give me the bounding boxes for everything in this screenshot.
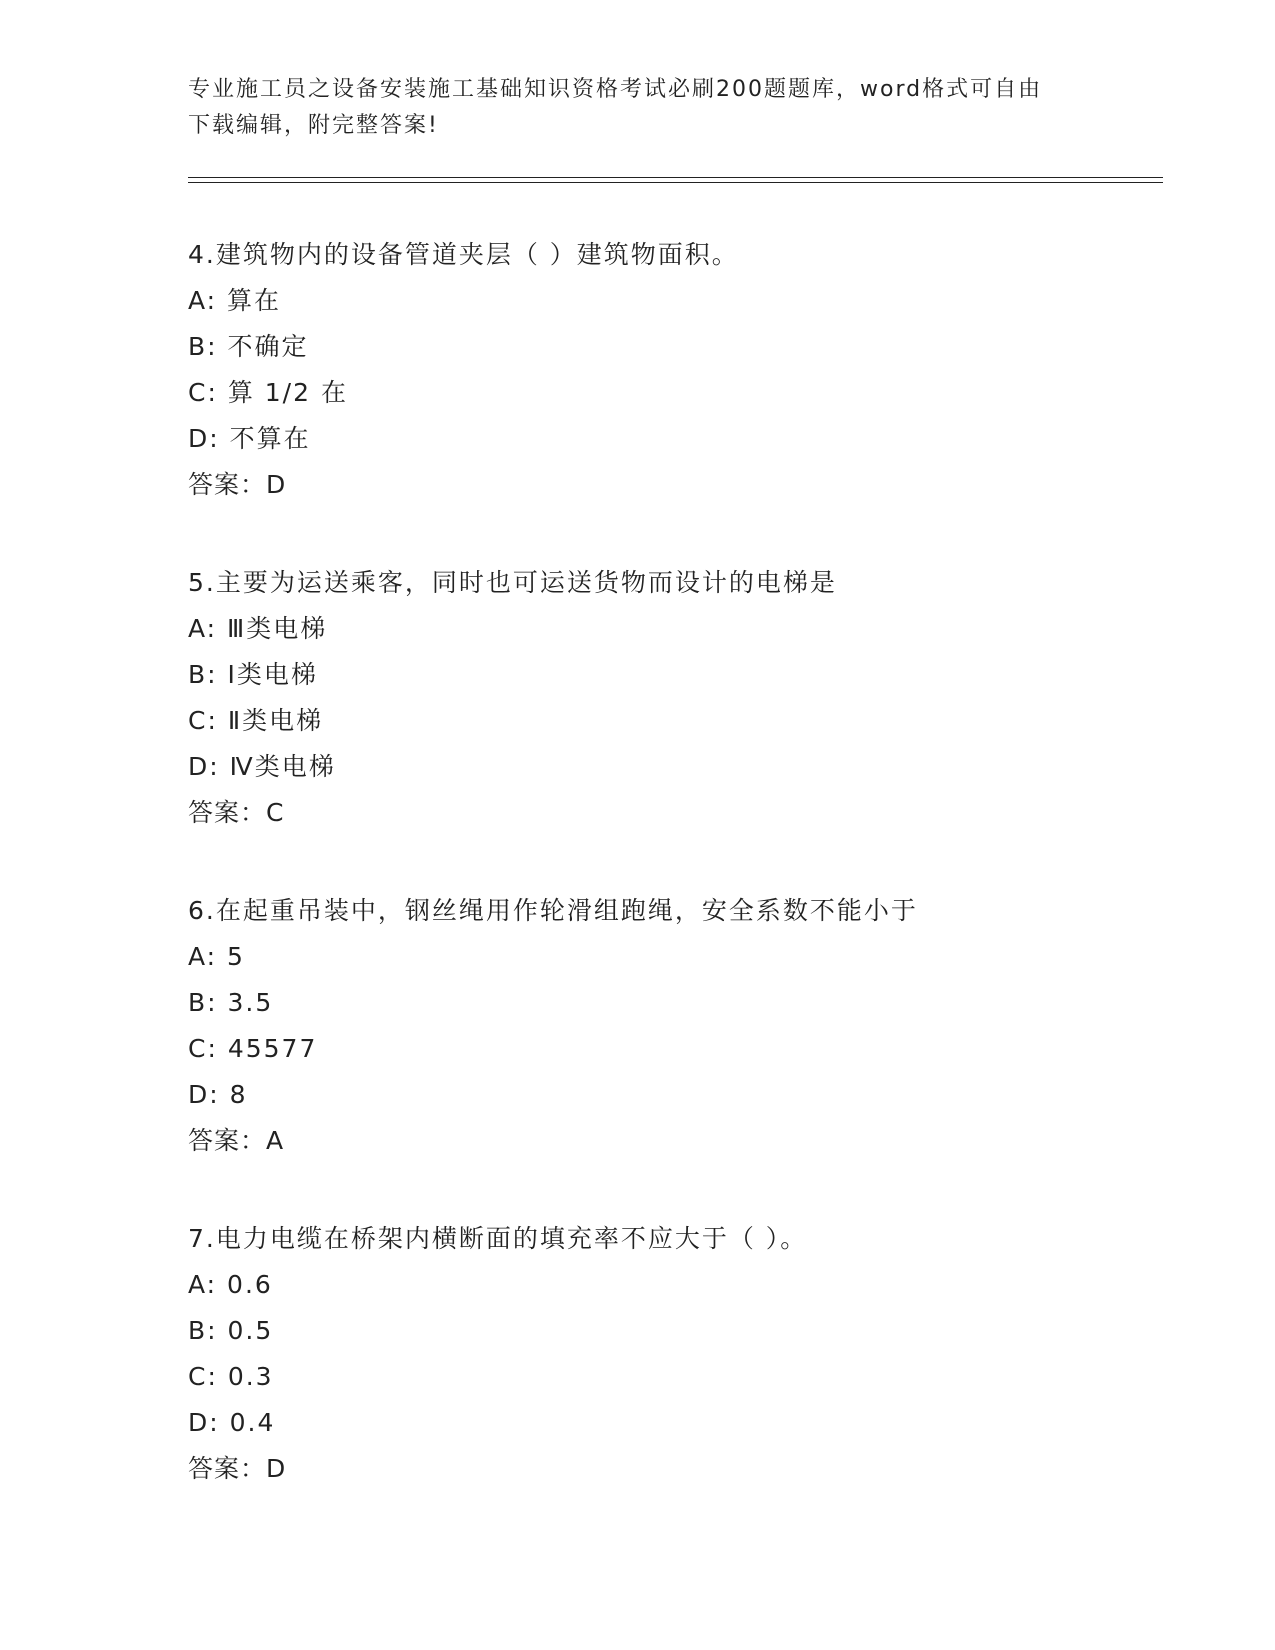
option-a: A: 0.6: [188, 1270, 273, 1299]
option-b: B: 不确定: [188, 332, 309, 361]
header-line-1: 专业施工员之设备安装施工基础知识资格考试必刷200题题库，word格式可自由: [188, 77, 1043, 102]
option-c: C: 算 1/2 在: [188, 378, 348, 407]
option-c: C: 45577: [188, 1034, 318, 1063]
option-b: B: 0.5: [188, 1316, 274, 1345]
question-4: [188, 232, 1148, 508]
option-b: B: 3.5: [188, 988, 274, 1017]
option-b: B: Ⅰ类电梯: [188, 660, 318, 689]
question-6: [188, 888, 1148, 1164]
question-5: [188, 560, 1148, 836]
option-c: C: Ⅱ类电梯: [188, 706, 324, 735]
answer: 答案：A: [188, 1126, 285, 1155]
document-header: [188, 72, 1088, 144]
option-c: C: 0.3: [188, 1362, 274, 1391]
question-stem: 4.建筑物内的设备管道夹层（ ）建筑物面积。: [188, 240, 739, 269]
option-d: D: 不算在: [188, 424, 311, 453]
answer: 答案：D: [188, 470, 287, 499]
option-a: A: 5: [188, 942, 245, 971]
option-a: A: Ⅲ类电梯: [188, 614, 328, 643]
question-stem: 5.主要为运送乘客，同时也可运送货物而设计的电梯是: [188, 568, 837, 597]
question-stem: 6.在起重吊装中，钢丝绳用作轮滑组跑绳，安全系数不能小于: [188, 896, 918, 925]
option-d: D: 0.4: [188, 1408, 276, 1437]
header-divider-bottom: [188, 182, 1163, 183]
option-d: D: Ⅳ类电梯: [188, 752, 336, 781]
answer: 答案：C: [188, 798, 285, 827]
header-line-2: 下载编辑，附完整答案!: [188, 113, 439, 138]
option-a: A: 算在: [188, 286, 282, 315]
question-7: [188, 1216, 1148, 1492]
option-d: D: 8: [188, 1080, 248, 1109]
question-stem: 7.电力电缆在桥架内横断面的填充率不应大于（ ）。: [188, 1224, 808, 1253]
answer: 答案：D: [188, 1454, 287, 1483]
header-divider-top: [188, 177, 1163, 178]
